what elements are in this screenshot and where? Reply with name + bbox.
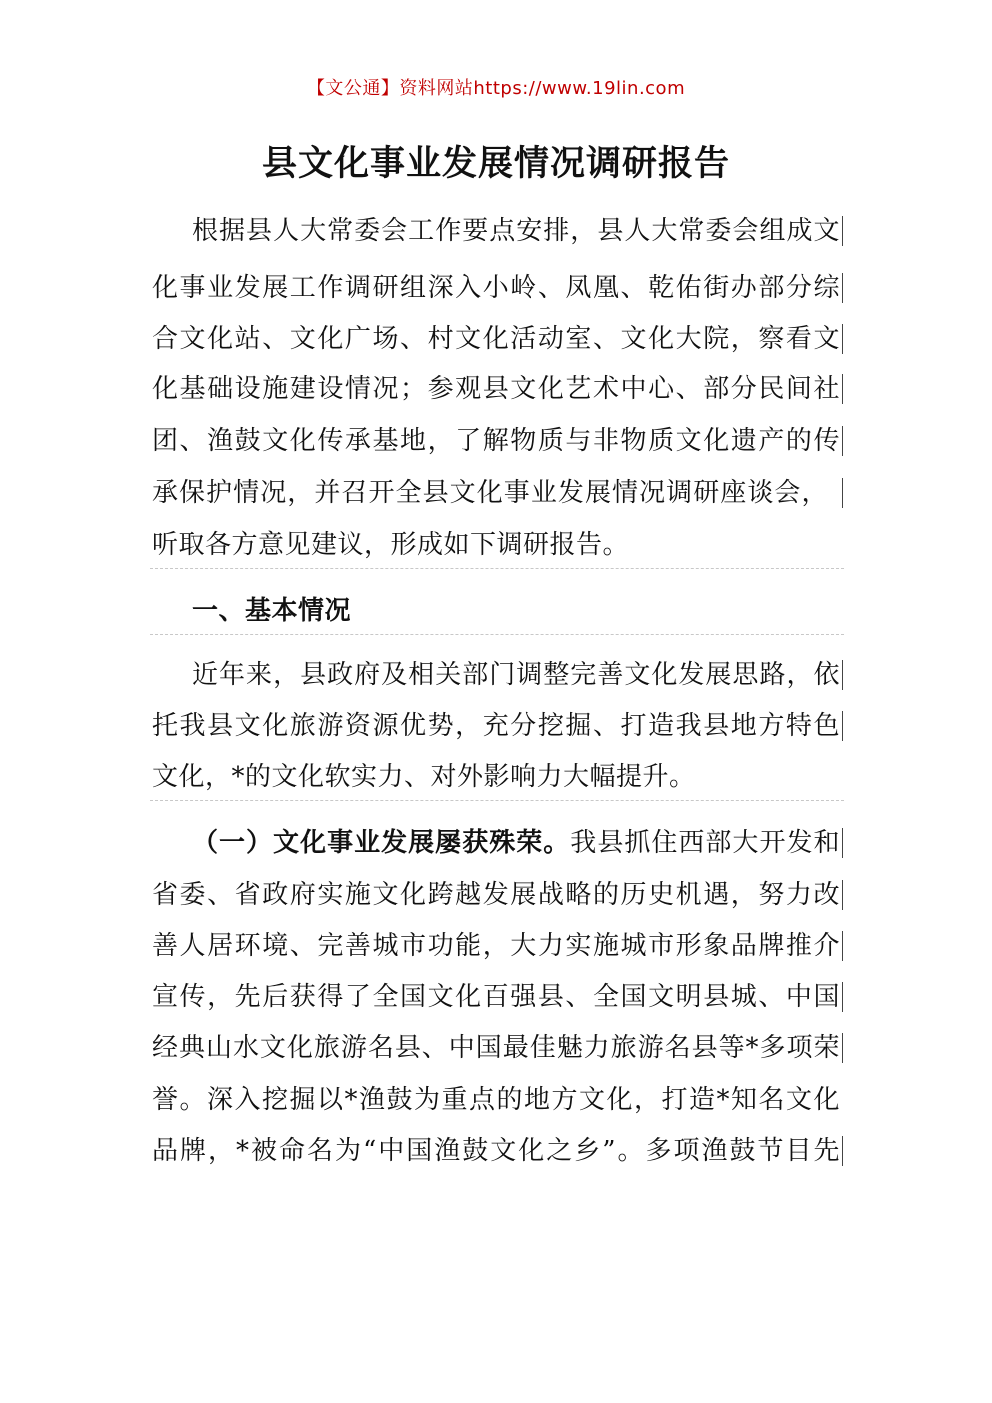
paragraph-line: 誉。深入挖掘以*渔鼓为重点的地方文化，打造*知名文化 xyxy=(152,1085,840,1115)
paragraph-line: 省委、省政府实施文化跨越发展战略的历史机遇，努力改 xyxy=(152,880,840,910)
paragraph-line: 化基础设施建设情况；参观县文化艺术中心、部分民间社 xyxy=(152,374,840,404)
separator xyxy=(150,568,844,569)
document-title: 县文化事业发展情况调研报告 xyxy=(261,143,730,184)
section-heading: 一、基本情况 xyxy=(192,596,352,626)
paragraph-line: 根据县人大常委会工作要点安排，县人大常委会组成文 xyxy=(192,216,840,246)
margin-bar xyxy=(842,711,843,741)
margin-bar xyxy=(842,828,843,858)
margin-bar xyxy=(842,1136,843,1166)
margin-bar xyxy=(842,1033,843,1063)
paragraph-line xyxy=(152,826,840,860)
margin-bar xyxy=(842,216,843,246)
paragraph-line: 文化，*的文化软实力、对外影响力大幅提升。 xyxy=(152,762,696,792)
separator xyxy=(150,800,844,801)
margin-bar xyxy=(842,982,843,1012)
paragraph-line: 品牌，*被命名为“中国渔鼓文化之乡”。多项渔鼓节目先 xyxy=(152,1136,840,1166)
paragraph-line: 善人居环境、完善城市功能，大力实施城市形象品牌推介 xyxy=(152,931,840,961)
margin-bar xyxy=(842,931,843,961)
paragraph-line: 承保护情况，并召开全县文化事业发展情况调研座谈会， xyxy=(152,478,828,508)
paragraph-line: 化事业发展工作调研组深入小岭、凤凰、乾佑街办部分综 xyxy=(152,273,840,303)
margin-bar xyxy=(842,324,843,354)
subheading-lead: （一）文化事业发展屡获殊荣。 xyxy=(192,828,571,858)
paragraph-line: 团、渔鼓文化传承基地，了解物质与非物质文化遗产的传 xyxy=(152,426,840,456)
paragraph-line: 托我县文化旅游资源优势，充分挖掘、打造我县地方特色 xyxy=(152,711,840,741)
paragraph-line: 宣传，先后获得了全国文化百强县、全国文明县城、中国 xyxy=(152,982,840,1012)
paragraph-line: 经典山水文化旅游名县、中国最佳魅力旅游名县等*多项荣 xyxy=(152,1033,840,1063)
paragraph-line: 合文化站、文化广场、村文化活动室、文化大院，察看文 xyxy=(152,324,840,354)
margin-bar xyxy=(842,660,843,690)
paragraph-line: 听取各方意见建议，形成如下调研报告。 xyxy=(152,530,630,560)
margin-bar xyxy=(842,880,843,910)
margin-bar xyxy=(842,426,843,456)
margin-bar xyxy=(842,273,843,303)
subheading-rest: 我县抓住西部大开发和 xyxy=(570,828,840,858)
separator xyxy=(150,634,844,635)
paragraph-line: 近年来，县政府及相关部门调整完善文化发展思路，依 xyxy=(192,660,840,690)
margin-bar xyxy=(842,478,843,508)
source-header: 【文公通】资料网站https://www.19lin.com xyxy=(306,78,686,99)
margin-bar xyxy=(842,374,843,404)
